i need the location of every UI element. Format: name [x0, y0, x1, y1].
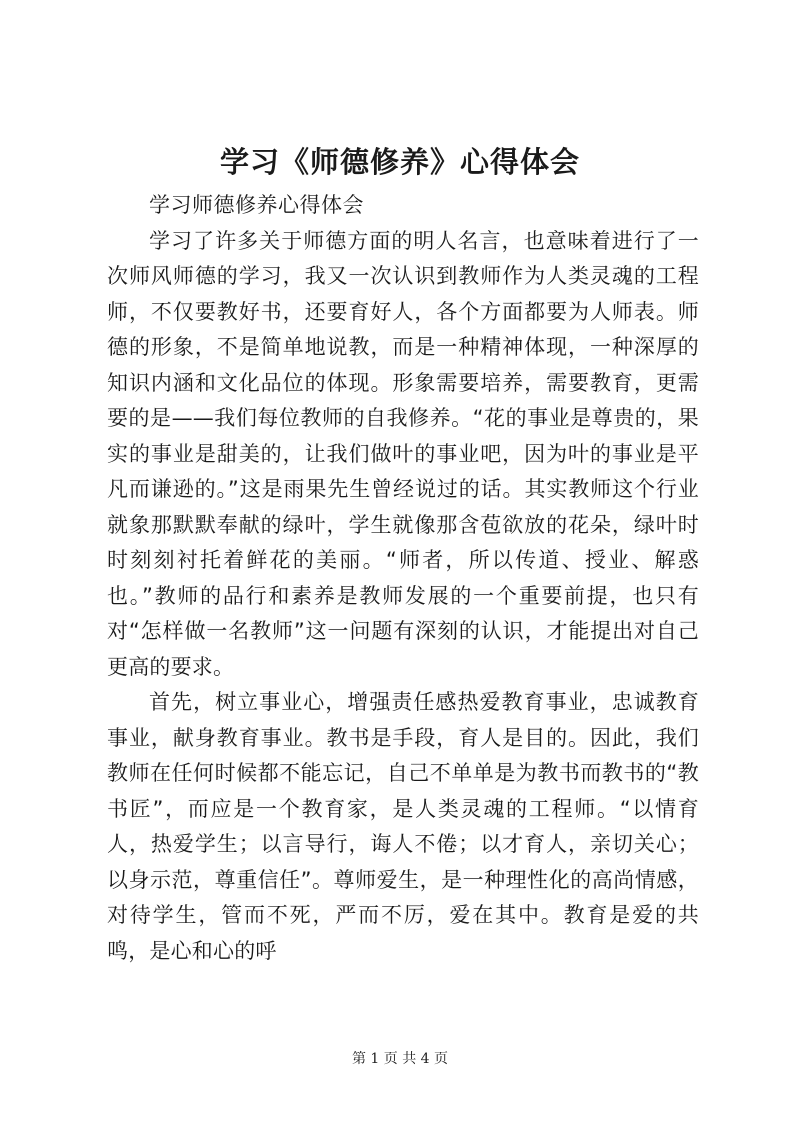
page-footer: 第 1 页 共 4 页 — [351, 1051, 449, 1067]
document-body — [107, 188, 699, 969]
document-title: 学习《师德修养》心得体会 — [219, 145, 580, 179]
body-paragraph: 首先，树立事业心，增强责任感热爱教育事业，忠诚教育事业，献身教育事业。教书是手段，育人是目的。因此，我们教师在任何时候都不能忘记，自己不单单是为教书而教书的“教书匠”，而应是一个教育家，是人类灵魂的工程师。“以情育人，热爱学生；以言导行，诲人不倦；以才育人，亲切关心；以身示范，尊重信任”。尊师爱生，是一种理性化的高尚情感，对待学生，管而不死，严而不厉，爱在其中。教育是爱的共鸣，是心和心的呼 — [107, 690, 699, 963]
body-paragraph: 学习了许多关于师德方面的明人名言，也意味着进行了一次师风师德的学习，我又一次认识到教师作为人类灵魂的工程师，不仅要教好书，还要育好人，各个方面都要为人师表。师德的形象，不是简单地说教，而是一种精神体现，一种深厚的知识内涵和文化品位的体现。形象需要培养，需要教育，更需要的是——我们每位教师的自我修养。“花的事业是尊贵的，果实的事业是甜美的，让我们做叶的事业吧，因为叶的事业是平凡而谦逊的。”这是雨果先生曾经说过的话。其实教师这个行业就象那默默奉献的绿叶，学生就像那含苞欲放的花朵，绿叶时时刻刻衬托着鲜花的美丽。“师者，所以传道、授业、解惑也。”教师的品行和素养是教师发展的一个重要前提，也只有对“怎样做一名教师”这一问题有深刻的认识，才能提出对自己更高的要求。 — [107, 228, 699, 679]
subtitle-paragraph: 学习师德修养心得体会 — [149, 193, 364, 217]
